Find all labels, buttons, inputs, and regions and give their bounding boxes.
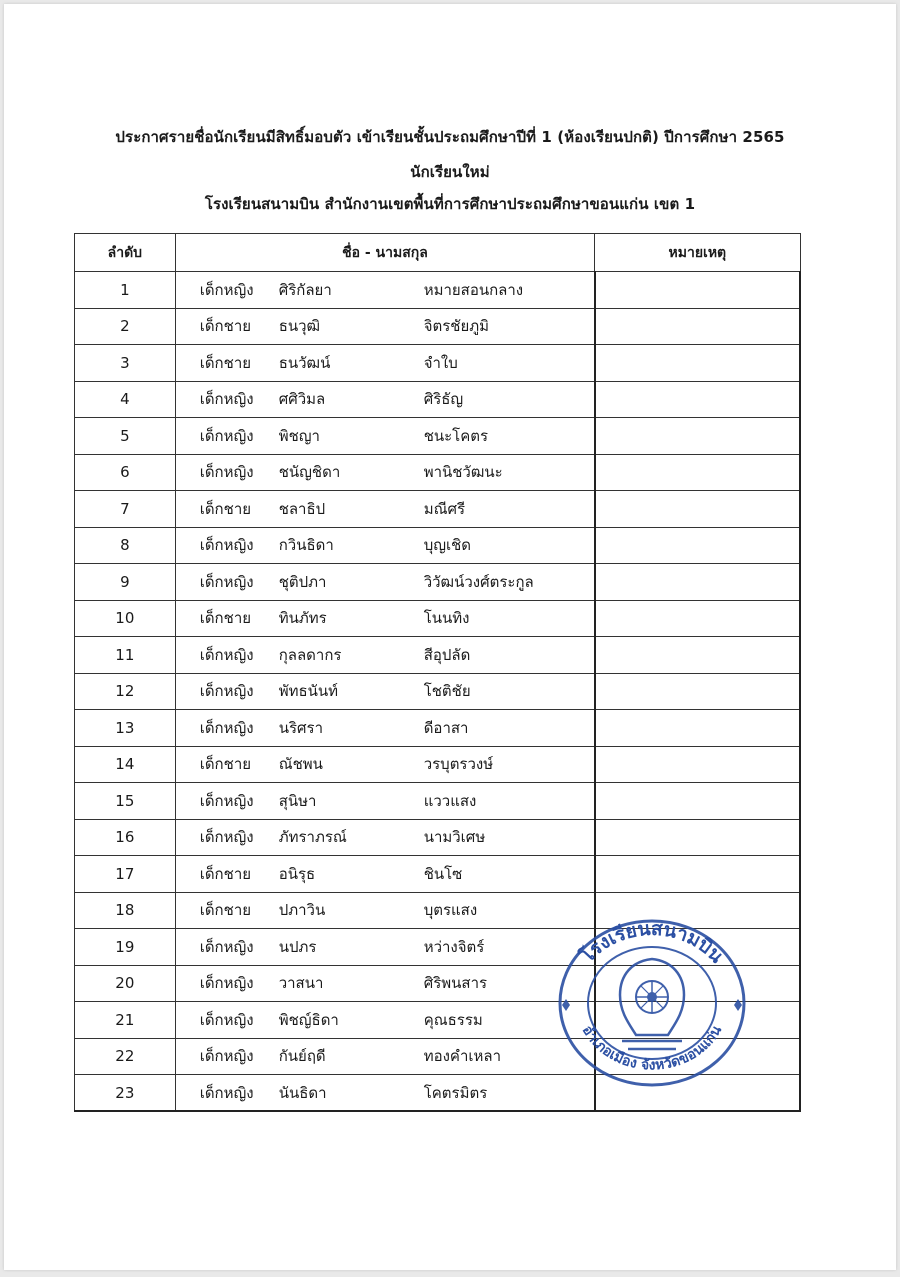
student-name-cell: [175, 637, 594, 674]
student-first-name: วาสนา: [278, 974, 324, 993]
student-title: เด็กหญิง: [199, 572, 254, 591]
remark-cell: [595, 418, 800, 455]
student-first-name: นปภร: [278, 937, 317, 956]
row-number: 10: [75, 600, 176, 637]
table-row: [75, 527, 801, 564]
student-first-name: ภัทราภรณ์: [278, 828, 347, 847]
student-name-cell: [175, 1002, 594, 1039]
remark-cell: [595, 345, 800, 382]
row-number: 6: [75, 454, 176, 491]
table-row: [75, 491, 801, 528]
student-last-name: ศิริพนสาร: [423, 974, 488, 993]
student-last-name: ชนะโคตร: [423, 426, 489, 445]
student-first-name: สุนิษา: [278, 791, 317, 810]
student-first-name: พิชญ์ธิดา: [278, 1010, 339, 1029]
student-name-cell: [175, 272, 594, 309]
row-number: 18: [75, 892, 176, 929]
student-name-cell: [175, 454, 594, 491]
table-row: [75, 381, 801, 418]
student-name-cell: [175, 673, 594, 710]
remark-cell: [595, 454, 800, 491]
student-name-cell: [175, 1038, 594, 1075]
student-title: เด็กหญิง: [199, 718, 254, 737]
table-row: [75, 710, 801, 747]
student-title: เด็กชาย: [199, 609, 252, 628]
student-title: เด็กหญิง: [199, 280, 254, 299]
student-name-cell: [175, 381, 594, 418]
seal-top-text: โรงเรียนสนามบิน: [576, 917, 728, 968]
table-header-row: [75, 234, 801, 272]
row-number: 1: [75, 272, 176, 309]
student-title: เด็กหญิง: [199, 1083, 254, 1102]
student-first-name: กวินธิดา: [278, 536, 334, 555]
student-last-name: ทองคำเหลา: [423, 1047, 501, 1066]
student-title: เด็กชาย: [199, 353, 252, 372]
remark-cell: [595, 783, 800, 820]
student-first-name: กุลลดากร: [278, 645, 342, 664]
student-last-name: หว่างจิตร์: [423, 937, 485, 956]
student-first-name: ชุติปภา: [278, 572, 327, 591]
student-last-name: จิตรชัยภูมิ: [423, 317, 490, 336]
remark-cell: [595, 527, 800, 564]
student-last-name: นามวิเศษ: [423, 828, 486, 847]
student-last-name: ชินโซ: [423, 864, 463, 883]
student-first-name: ชนัญชิดา: [278, 463, 341, 482]
row-number: 8: [75, 527, 176, 564]
remark-cell: [595, 308, 800, 345]
row-number: 22: [75, 1038, 176, 1075]
row-number: 4: [75, 381, 176, 418]
row-number: 13: [75, 710, 176, 747]
student-title: เด็กหญิง: [199, 1047, 254, 1066]
student-title: เด็กหญิง: [199, 937, 254, 956]
student-name-cell: [175, 345, 594, 382]
student-name-cell: [175, 929, 594, 966]
student-first-name: พิชญา: [278, 426, 320, 445]
student-first-name: ปภาวิน: [278, 901, 326, 920]
column-header-number: ลำดับ: [75, 234, 176, 272]
column-header-name: ชื่อ - นามสกุล: [175, 234, 594, 272]
student-first-name: นันธิดา: [278, 1083, 327, 1102]
student-name-cell: [175, 1075, 594, 1112]
student-last-name: มณีศรี: [423, 499, 466, 518]
student-title: เด็กชาย: [199, 499, 252, 518]
remark-cell: [595, 381, 800, 418]
student-title: เด็กชาย: [199, 317, 252, 336]
remark-cell: [595, 272, 800, 309]
table-row: [75, 637, 801, 674]
remark-cell: [595, 637, 800, 674]
student-last-name: แววแสง: [423, 791, 477, 810]
student-first-name: พัทธนันท์: [278, 682, 339, 701]
student-name-cell: [175, 418, 594, 455]
table-row: [75, 673, 801, 710]
student-last-name: จำใบ: [423, 353, 458, 372]
student-first-name: อนิรุธ: [278, 864, 316, 883]
student-first-name: ธนวุฒิ: [278, 317, 321, 336]
student-title: เด็กหญิง: [199, 1010, 254, 1029]
student-name-cell: [175, 527, 594, 564]
student-name-cell: [175, 965, 594, 1002]
table-row: [75, 308, 801, 345]
remark-cell: [595, 491, 800, 528]
student-title: เด็กชาย: [199, 901, 252, 920]
row-number: 21: [75, 1002, 176, 1039]
table-row: [75, 819, 801, 856]
student-title: เด็กหญิง: [199, 682, 254, 701]
student-title: เด็กหญิง: [199, 645, 254, 664]
table-row: [75, 783, 801, 820]
row-number: 23: [75, 1075, 176, 1112]
table-row: [75, 272, 801, 309]
student-first-name: ธนวัฒน์: [278, 353, 331, 372]
school-seal-stamp: [552, 913, 752, 1093]
table-row: [75, 345, 801, 382]
row-number: 9: [75, 564, 176, 601]
student-last-name: ศิริธัญ: [423, 390, 464, 409]
student-first-name: ชลาธิป: [278, 499, 326, 518]
student-last-name: สีอุปลัด: [423, 645, 471, 664]
student-first-name: ศศิวิมล: [278, 390, 326, 409]
student-title: เด็กชาย: [199, 864, 252, 883]
row-number: 7: [75, 491, 176, 528]
student-first-name: นริศรา: [278, 718, 323, 737]
student-last-name: โคตรมิตร: [423, 1083, 488, 1102]
remark-cell: [595, 600, 800, 637]
remark-cell: [595, 673, 800, 710]
student-name-cell: [175, 491, 594, 528]
column-header-remark: หมายเหตุ: [595, 234, 800, 272]
student-last-name: คุณธรรม: [423, 1010, 483, 1029]
row-number: 12: [75, 673, 176, 710]
student-name-cell: [175, 856, 594, 893]
student-name-cell: [175, 564, 594, 601]
row-number: 3: [75, 345, 176, 382]
student-title: เด็กหญิง: [199, 536, 254, 555]
student-name-cell: [175, 600, 594, 637]
student-title: เด็กชาย: [199, 755, 252, 774]
announcement-subtitle: นักเรียนใหม่: [410, 163, 490, 181]
student-first-name: ทินภัทร: [278, 609, 327, 628]
student-title: เด็กหญิง: [199, 828, 254, 847]
student-last-name: บุตรแสง: [423, 901, 478, 920]
row-number: 19: [75, 929, 176, 966]
row-number: 2: [75, 308, 176, 345]
student-last-name: พานิชวัฒนะ: [423, 463, 503, 482]
student-first-name: ศิริกัลยา: [278, 280, 332, 299]
seal-bottom-text: อำเภอเมือง จังหวัดขอนแก่น: [578, 1022, 726, 1074]
student-name-cell: [175, 710, 594, 747]
table-row: [75, 418, 801, 455]
student-title: เด็กหญิง: [199, 791, 254, 810]
row-number: 15: [75, 783, 176, 820]
student-last-name: บุญเชิด: [423, 536, 472, 555]
table-row: [75, 856, 801, 893]
table-row: [75, 564, 801, 601]
student-title: เด็กหญิง: [199, 974, 254, 993]
table-row: [75, 746, 801, 783]
remark-cell: [595, 746, 800, 783]
school-name: โรงเรียนสนามบิน สำนักงานเขตพื้นที่การศึกษาประถมศึกษาขอนแก่น เขต 1: [204, 195, 696, 213]
row-number: 16: [75, 819, 176, 856]
row-number: 20: [75, 965, 176, 1002]
student-name-cell: [175, 746, 594, 783]
student-name-cell: [175, 892, 594, 929]
row-number: 17: [75, 856, 176, 893]
student-title: เด็กหญิง: [199, 463, 254, 482]
row-number: 14: [75, 746, 176, 783]
remark-cell: [595, 710, 800, 747]
student-last-name: หมายสอนกลาง: [423, 280, 524, 299]
student-last-name: ดีอาสา: [423, 718, 469, 737]
student-last-name: วิวัฒน์วงศ์ตระกูล: [423, 572, 534, 591]
student-name-cell: [175, 308, 594, 345]
student-title: เด็กหญิง: [199, 426, 254, 445]
student-first-name: กันย์ฤดี: [278, 1047, 326, 1066]
student-last-name: โนนทิง: [423, 609, 470, 628]
student-first-name: ณัชพน: [278, 755, 323, 774]
student-title: เด็กหญิง: [199, 390, 254, 409]
student-name-cell: [175, 819, 594, 856]
student-last-name: โชติชัย: [423, 682, 471, 701]
announcement-title: ประกาศรายชื่อนักเรียนมีสิทธิ์มอบตัว เข้าเรียนชั้นประถมศึกษาปีที่ 1 (ห้องเรียนปกติ) ปีการศึกษา 2565: [115, 128, 785, 146]
row-number: 5: [75, 418, 176, 455]
row-number: 11: [75, 637, 176, 674]
student-name-cell: [175, 783, 594, 820]
table-row: [75, 600, 801, 637]
remark-cell: [595, 819, 800, 856]
table-row: [75, 454, 801, 491]
student-last-name: วรบุตรวงษ์: [423, 755, 494, 774]
remark-cell: [595, 564, 800, 601]
remark-cell: [595, 856, 800, 893]
